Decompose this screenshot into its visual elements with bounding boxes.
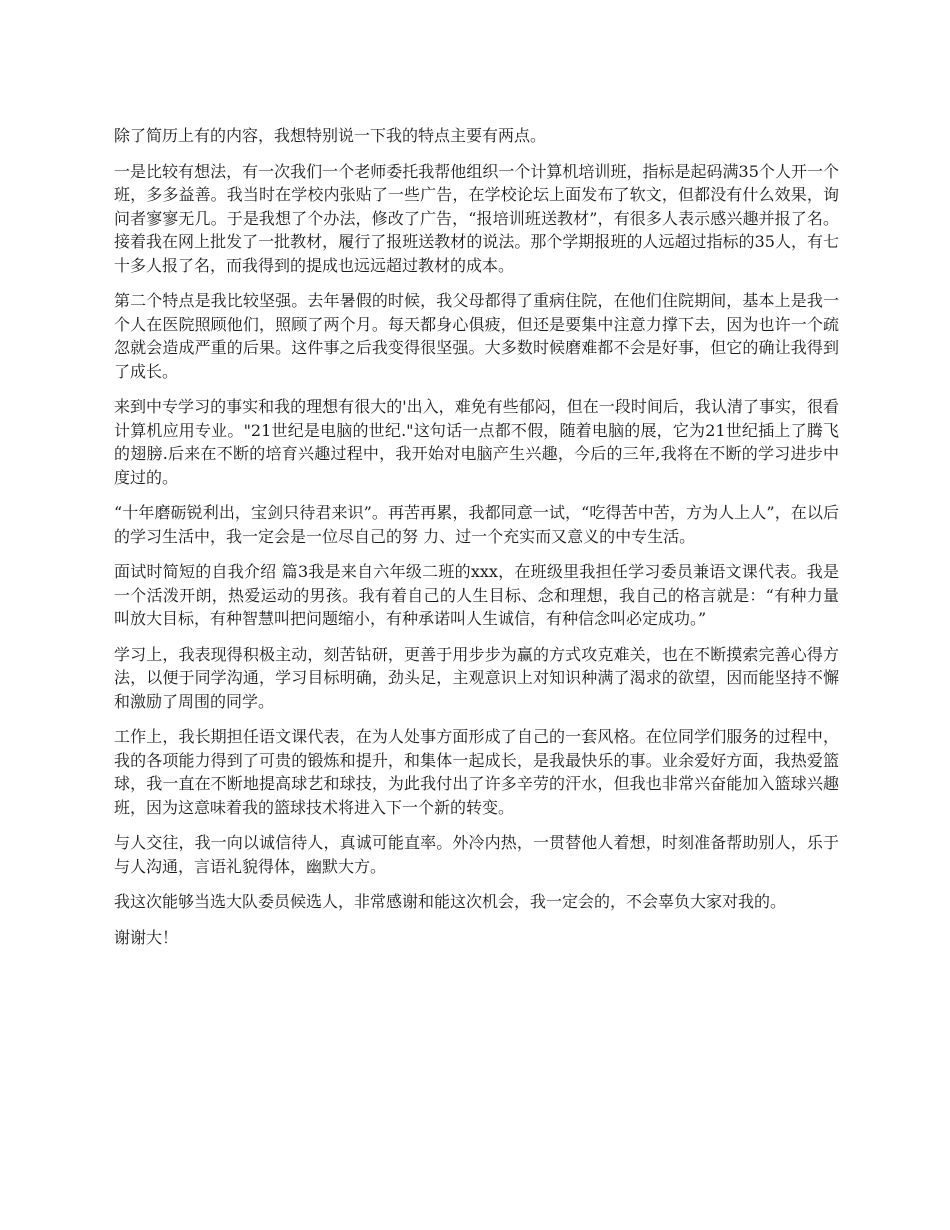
paragraph-candidate: 我这次能够当选大队委员候选人，非常感谢和能这次机会，我一定会的，不会辜负大家对我的。 [114,892,787,911]
paragraph-self-intro: 面试时简短的自我介绍 篇3我是来自六年级二班的xxx，在班级里我担任学习委员兼语文课代表。我是一个活泼开朗，热爱运动的男孩。我有着自己的人生目标、念和理想，我自己的格言就是：“有种力量叫放大目标，有种智慧叫把问题缩小，有种承诺叫人生诚信，有种信念叫必定成功。” [114,562,839,628]
paragraph-motto: “十年磨砺锐利出，宝剑只待君来识”。再苦再累，我都同意一试，“吃得苦中苦，方为人上人”，在以后的学习生活中，我一定会是一位尽自己的努 力、过一个充实而又意义的中专生活。 [114,503,839,546]
paragraph-thanks: 谢谢大！ [114,927,179,947]
paragraph-vocational-school: 来到中专学习的事实和我的理想有很大的'出入，难免有些郁闷，但在一段时间后，我认清了事实，很看计算机应用专业。"21世纪是电脑的世纪."这句话一点都不假，随着电脑的展，它为21世纪插上了腾飞的翅膀.后来在不断的培育兴趣过程中，我开始对电脑产生兴趣，今后的三年,我将在不断的学习进步中度过的。 [114,397,839,487]
paragraph-study: 学习上，我表现得积极主动，刻苦钻研，更善于用步步为赢的方式攻克难关，也在不断摸索完善心得方法，以便于同学沟通，学习目标明确，劲头足，主观意识上对知识种满了渴求的欲望，因而能坚持不懈和激励了周围的同学。 [114,644,839,711]
paragraph-social: 与人交往，我一向以诚信待人，真诚可能直率。外冷内热，一贯替他人着想，时刻准备帮助别人，乐于与人沟通，言语礼貌得体，幽默大方。 [114,833,839,876]
paragraph-work: 工作上，我长期担任语文课代表，在为人处事方面形成了自己的一套风格。在位同学们服务的过程中，我的各项能力得到了可贵的锻炼和提升，和集体一起成长，是我最快乐的事。业余爱好方面，我热爱篮球，我一直在不断地提高球艺和球技，为此我付出了许多辛劳的汗水，但我也非常兴奋能加入篮球兴趣班，因为这意味着我的篮球技术将进入下一个新的转变。 [114,727,839,817]
paragraph-first-trait: 一是比较有想法，有一次我们一个老师委托我帮他组织一个计算机培训班，指标是起码满35个人开一个班，多多益善。我当时在学校内张贴了一些广告，在学校论坛上面发布了软文，但都没有什么效果，询问者寥寥无几。于是我想了个办法，修改了广告，“报培训班送教材”，有很多人表示感兴趣并报了名。接着我在网上批发了一批教材，履行了报班送教材的说法。那个学期报班的人远超过指标的35人，有七十多人报了名，而我得到的提成也远远超过教材的成本。 [114,161,839,275]
paragraph-second-trait: 第二个特点是我比较坚强。去年暑假的时候，我父母都得了重病住院，在他们住院期间，基本上是我一个人在医院照顾他们，照顾了两个月。每天都身心俱疲，但还是要集中注意力撑下去，因为也许一个疏忽就会造成严重的后果。这件事之后我变得很坚强。大多数时候磨难都不会是好事，但它的确让我得到了成长。 [114,291,839,381]
document-body [114,124,839,961]
paragraph-intro: 除了简历上有的内容，我想特别说一下我的特点主要有两点。 [114,126,547,145]
